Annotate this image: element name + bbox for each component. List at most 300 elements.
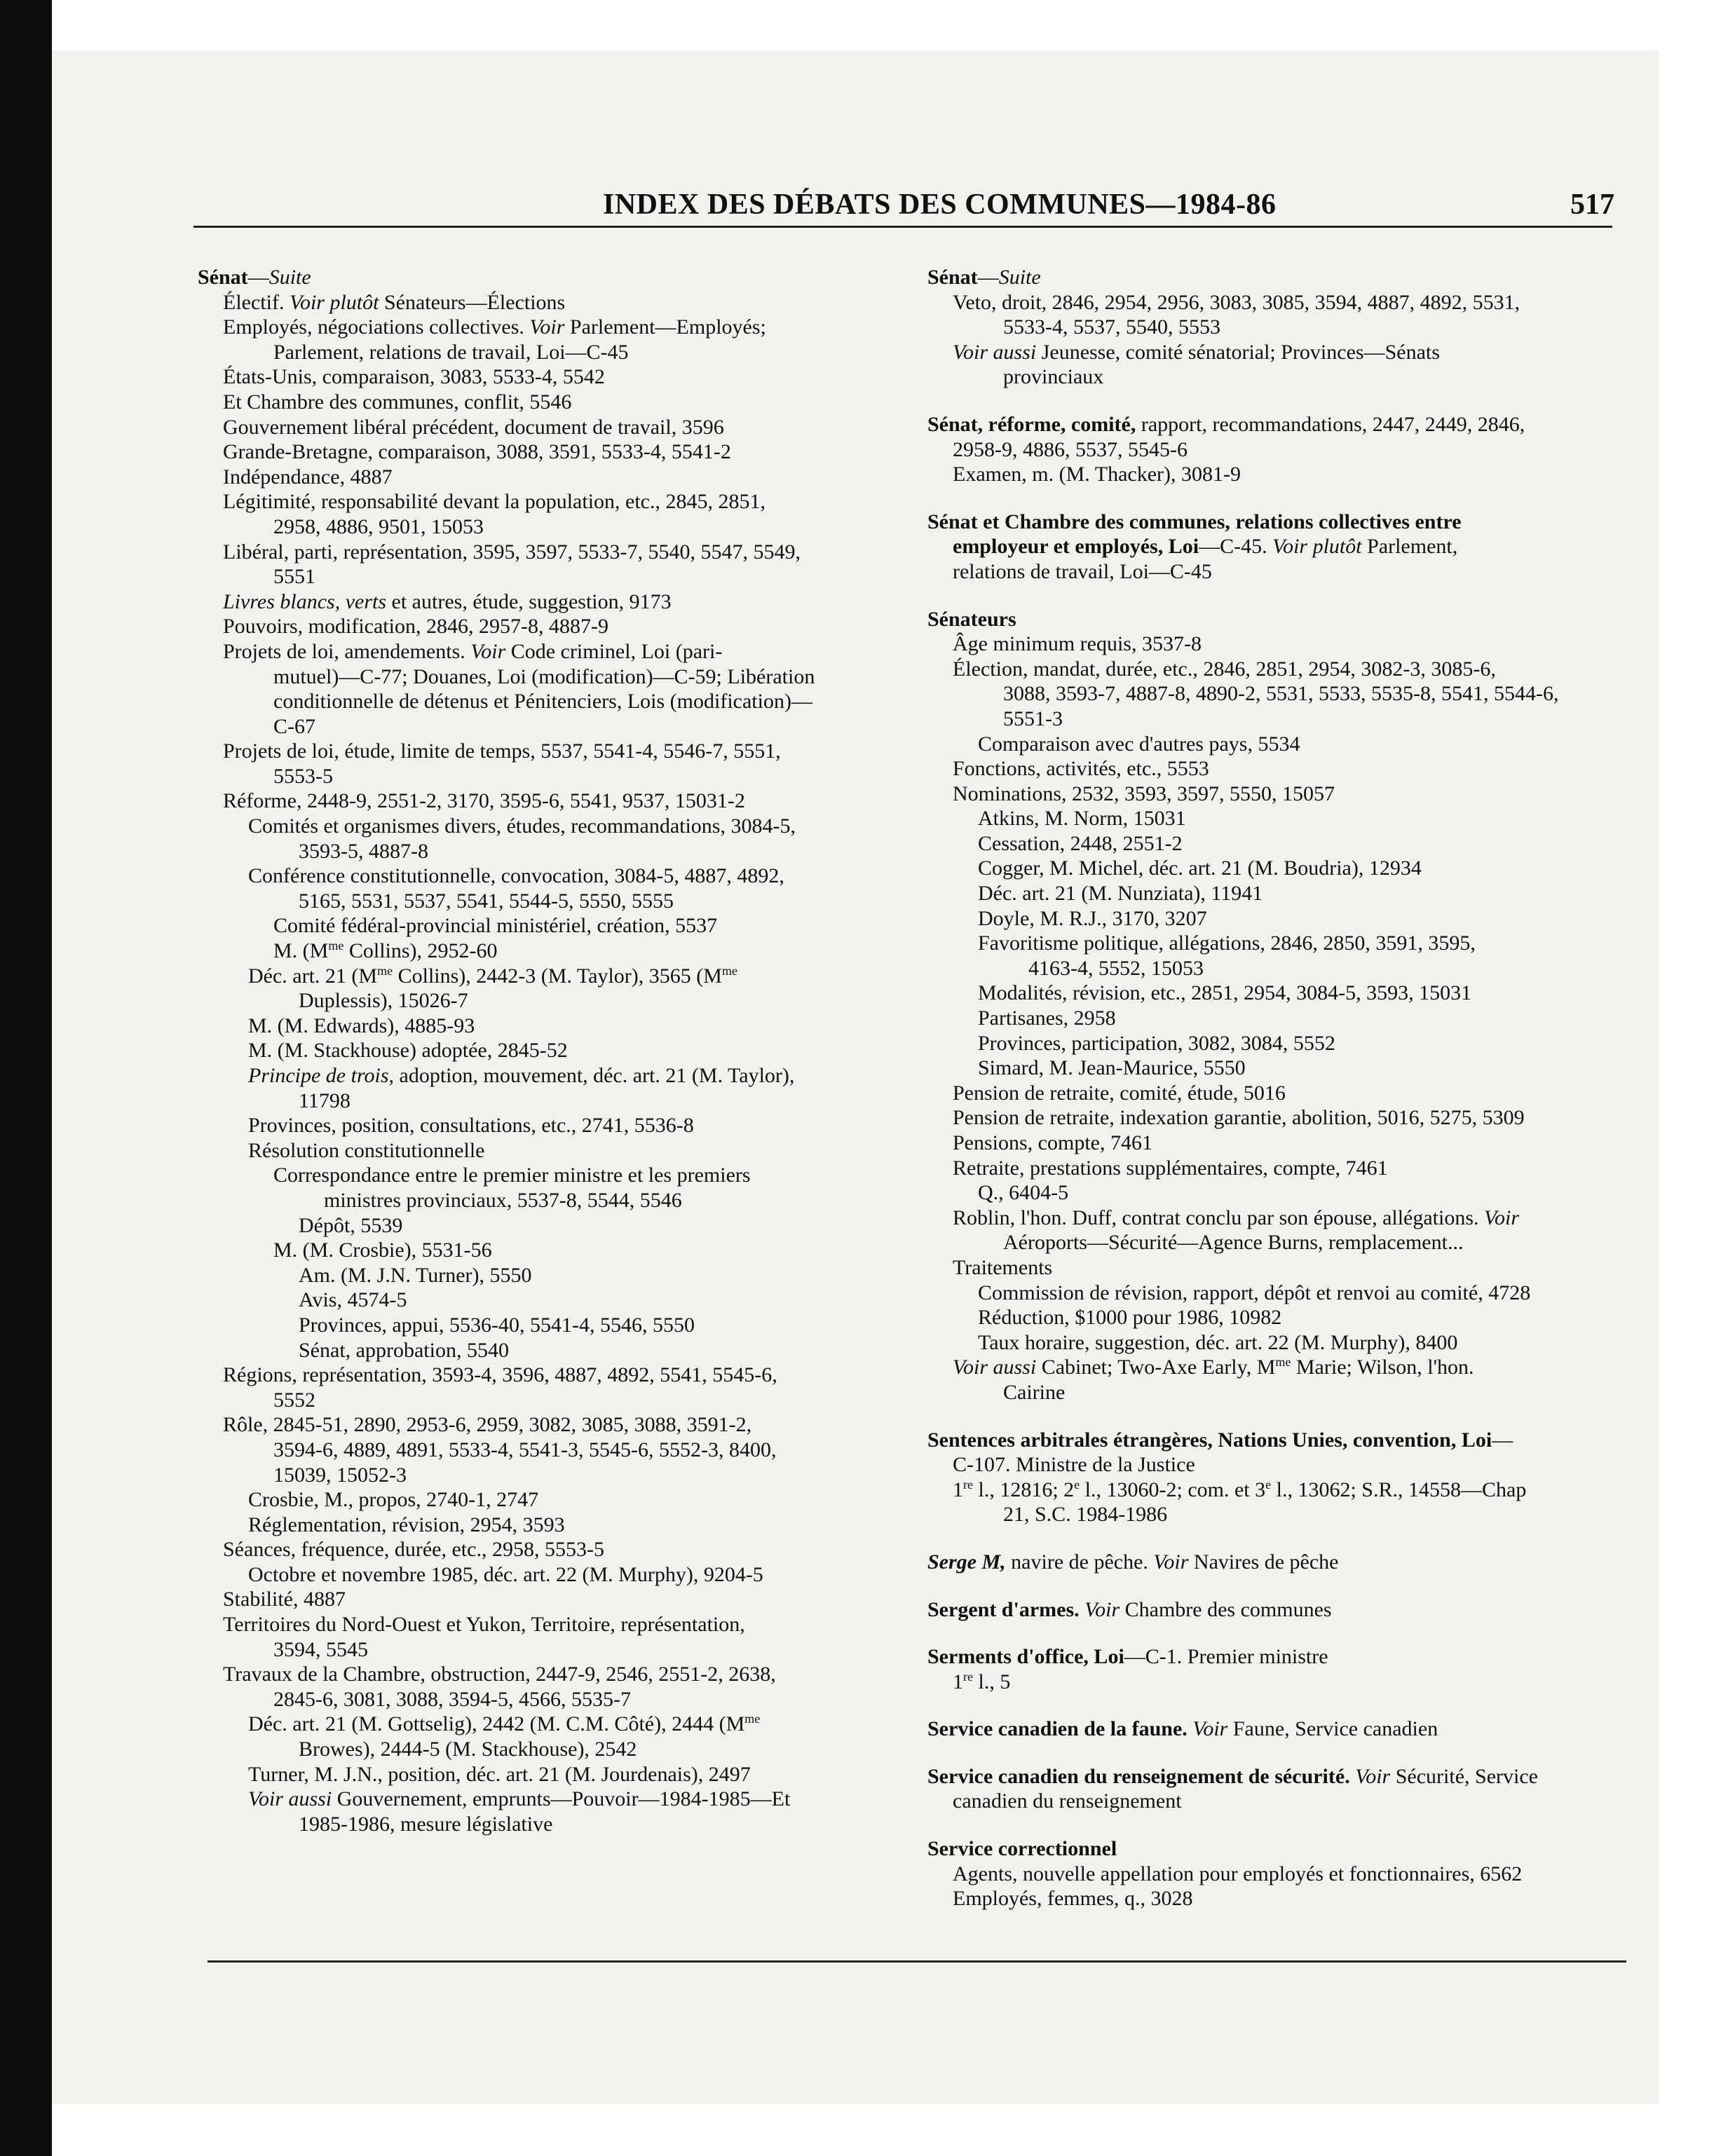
entry-text: Cogger, M. Michel, déc. art. 21 (M. Boudria), 12934 xyxy=(978,857,1422,880)
entry-text: Avis, 4574-5 xyxy=(299,1288,407,1312)
entry-text: et autres, étude, suggestion, 9173 xyxy=(386,589,672,613)
index-entry-line xyxy=(927,1862,1642,1887)
index-entry-line xyxy=(198,1288,899,1313)
index-entry-line xyxy=(198,1612,899,1637)
entry-text: États-Unis, comparaison, 3083, 5533-4, 5542 xyxy=(223,365,605,389)
index-entry-line xyxy=(927,534,1642,559)
index-entry-line xyxy=(927,1478,1642,1503)
entry-text: Suite xyxy=(998,266,1041,289)
entry-text: C-67 xyxy=(273,714,315,738)
index-entry-line xyxy=(927,1081,1642,1106)
index-column-left xyxy=(198,265,899,1836)
entry-text: Indépendance, 4887 xyxy=(223,465,393,489)
entry-text: Sécurité, Service xyxy=(1390,1764,1538,1788)
entry-text: Projets de loi, amendements. xyxy=(223,639,471,663)
index-entry-line xyxy=(198,939,899,964)
index-entry-line xyxy=(198,1712,899,1737)
entry-text: M. (M. Stackhouse) adoptée, 2845-52 xyxy=(248,1039,568,1063)
index-entry-line xyxy=(198,789,899,814)
entry-text: adoption, mouvement, déc. art. 21 (M. Taylor), xyxy=(394,1064,795,1087)
entry-spacer xyxy=(927,1575,1642,1597)
index-entry-line xyxy=(927,1206,1642,1231)
entry-text: Pension de retraite, comité, étude, 5016 xyxy=(953,1081,1286,1105)
index-entry-line xyxy=(198,1587,899,1612)
index-entry-line xyxy=(927,707,1642,732)
index-entry-line xyxy=(198,1513,899,1538)
index-entry-line xyxy=(927,437,1642,463)
entry-text: Octobre et novembre 1985, déc. art. 22 (M. Murphy), 9204-5 xyxy=(248,1562,763,1586)
entry-spacer xyxy=(927,585,1642,607)
entry-text: Browes), 2444-5 (M. Stackhouse), 2542 xyxy=(299,1738,637,1761)
index-entry-line xyxy=(198,1662,899,1687)
index-entry-line xyxy=(927,956,1642,981)
entry-text: Retraite, prestations supplémentaires, compte, 7461 xyxy=(953,1156,1388,1180)
index-entry-line xyxy=(927,1006,1642,1031)
index-entry-line xyxy=(198,1388,899,1413)
entry-text: Q., 6404-5 xyxy=(978,1181,1069,1205)
entry-text: Marie; Wilson, l'hon. xyxy=(1291,1356,1474,1379)
index-entry-line xyxy=(198,739,899,764)
entry-text: relations de travail, Loi—C-45 xyxy=(953,559,1212,583)
entry-spacer xyxy=(927,390,1642,412)
entry-text: Serge M, xyxy=(927,1550,1006,1574)
index-entry-line xyxy=(198,639,899,664)
entry-text xyxy=(1080,1598,1085,1621)
entry-text: Navires de pêche xyxy=(1188,1550,1339,1574)
index-entry-line xyxy=(198,589,899,615)
index-entry-line xyxy=(198,1213,899,1239)
entry-text: Simard, M. Jean-Maurice, 5550 xyxy=(978,1056,1246,1080)
entry-text: Crosbie, M., propos, 2740-1, 2747 xyxy=(248,1488,539,1512)
entry-text: Parlement, xyxy=(1361,535,1458,559)
index-entry-line xyxy=(198,1537,899,1562)
entry-text: —C-1. Premier ministre xyxy=(1124,1645,1328,1669)
entry-text: Libéral, parti, représentation, 3595, 3597, 5533-7, 5540, 5547, 5549, xyxy=(223,540,801,564)
index-entry-line xyxy=(198,964,899,989)
entry-text: — xyxy=(1492,1428,1513,1452)
entry-text: 3594-6, 4889, 4891, 5533-4, 5541-3, 5545-6, 5552-3, 8400, xyxy=(273,1438,777,1461)
entry-text: Am. (M. J.N. Turner), 5550 xyxy=(299,1263,532,1287)
footer-rule xyxy=(207,1960,1626,1963)
entry-text: Sénat xyxy=(198,266,248,289)
entry-text: l., 5 xyxy=(972,1670,1011,1693)
index-entry-line xyxy=(198,564,899,589)
entry-text: Territoires du Nord-Ouest et Yukon, Territoire, représentation, xyxy=(223,1613,745,1637)
entry-text: Serments d'office, Loi xyxy=(927,1645,1124,1669)
entry-text: Rôle, 2845-51, 2890, 2953-6, 2959, 3082, 3085, 3088, 3591-2, xyxy=(223,1413,752,1437)
entry-text: Turner, M. J.N., position, déc. art. 21 (M. Jourdenais), 2497 xyxy=(248,1762,751,1786)
entry-text: 4163-4, 5552, 15053 xyxy=(1028,956,1204,980)
entry-text: Agents, nouvelle appellation pour employés et fonctionnaires, 6562 xyxy=(953,1862,1523,1885)
entry-text: Âge minimum requis, 3537-8 xyxy=(953,632,1202,656)
index-entry-line xyxy=(198,340,899,365)
index-entry-line xyxy=(198,889,899,914)
entry-text: Nominations, 2532, 3593, 3597, 5550, 15057 xyxy=(953,782,1335,805)
header-rule xyxy=(193,226,1612,228)
entry-text: C-107. Ministre de la Justice xyxy=(953,1453,1195,1477)
entry-text: Voir xyxy=(1355,1764,1391,1788)
entry-text: Réduction, $1000 pour 1986, 10982 xyxy=(978,1306,1282,1330)
entry-text: Élection, mandat, durée, etc., 2846, 2851, 2954, 3082-3, 3085-6, xyxy=(953,657,1496,681)
index-entry-line xyxy=(198,1562,899,1588)
index-entry-line xyxy=(927,1056,1642,1081)
index-heading-line xyxy=(198,265,899,290)
index-entry-line xyxy=(927,1031,1642,1056)
entry-text: Conférence constitutionnelle, convocation, 3084-5, 4887, 4892, xyxy=(248,864,784,888)
index-entry-line xyxy=(927,462,1642,487)
entry-text: Voir plutôt xyxy=(289,290,379,314)
entry-text: Examen, m. (M. Thacker), 3081-9 xyxy=(953,463,1241,486)
entry-text: 5552 xyxy=(273,1388,315,1412)
entry-text: 3594, 5545 xyxy=(273,1637,368,1661)
entry-text: Sénat, approbation, 5540 xyxy=(299,1338,509,1362)
index-entry-line xyxy=(198,1737,899,1762)
entry-text: mutuel)—C-77; Douanes, Loi (modification)—C-59; Libération xyxy=(273,664,815,688)
entry-text: re xyxy=(963,1669,973,1684)
index-heading-line xyxy=(927,1836,1642,1862)
entry-text: l., 13062; S.R., 14558—Chap xyxy=(1271,1478,1527,1501)
scan-edge xyxy=(0,0,52,2156)
index-entry-line xyxy=(198,290,899,315)
entry-text: Parlement—Employés; xyxy=(564,315,766,339)
entry-text: 5533-4, 5537, 5540, 5553 xyxy=(1003,315,1220,339)
index-entry-line xyxy=(198,1038,899,1063)
entry-text: — xyxy=(247,266,269,289)
entry-spacer xyxy=(927,1742,1642,1764)
entry-text: me xyxy=(328,939,344,953)
index-heading-line xyxy=(927,412,1642,437)
entry-text: M. (M. Crosbie), 5531-56 xyxy=(273,1239,492,1262)
index-entry-line xyxy=(198,1014,899,1039)
index-entry-line xyxy=(927,981,1642,1006)
entry-text: Voir xyxy=(1484,1206,1520,1229)
index-heading-line xyxy=(927,1717,1642,1742)
entry-text: Commission de révision, rapport, dépôt et renvoi au comité, 4728 xyxy=(978,1281,1531,1304)
index-entry-line xyxy=(198,364,899,390)
entry-text: 1985-1986, mesure législative xyxy=(299,1812,553,1836)
entry-text: Sénateurs xyxy=(927,607,1016,631)
entry-text: Employés, femmes, q., 3028 xyxy=(953,1887,1193,1911)
entry-text: 2958-9, 4886, 5537, 5545-6 xyxy=(953,437,1188,461)
entry-text: Sénat xyxy=(927,266,978,289)
index-entry-line xyxy=(198,664,899,690)
entry-text: Atkins, M. Norm, 15031 xyxy=(978,807,1186,831)
entry-text: Jeunesse, comité sénatorial; Provinces—Sénats xyxy=(1036,340,1440,364)
index-entry-line xyxy=(198,1463,899,1488)
entry-text: Favoritisme politique, allégations, 2846, 2850, 3591, 3595, xyxy=(978,932,1476,955)
entry-text: Taux horaire, suggestion, déc. art. 22 (M. Murphy), 8400 xyxy=(978,1330,1458,1354)
entry-text: Grande-Bretagne, comparaison, 3088, 3591, 5533-4, 5541-2 xyxy=(223,440,731,464)
index-entry-line xyxy=(198,1812,899,1837)
entry-text: Chambre des communes xyxy=(1120,1597,1332,1621)
index-entry-line xyxy=(927,1255,1642,1281)
entry-text: Partisanes, 2958 xyxy=(978,1007,1116,1030)
entry-text: canadien du renseignement xyxy=(953,1789,1182,1813)
entry-text: 5551-3 xyxy=(1003,707,1063,730)
index-entry-line xyxy=(927,632,1642,657)
index-heading-line xyxy=(927,265,1642,290)
entry-text: re xyxy=(963,1477,973,1492)
index-entry-line xyxy=(198,439,899,465)
index-entry-line xyxy=(198,315,899,340)
index-entry-line xyxy=(927,1230,1642,1255)
entry-text: Réglementation, révision, 2954, 3593 xyxy=(248,1513,565,1536)
entry-text: M. (M. Edwards), 4885-93 xyxy=(248,1014,475,1037)
index-entry-line xyxy=(198,1637,899,1663)
entry-text: Faune, Service canadien xyxy=(1227,1717,1438,1741)
index-entry-line xyxy=(927,657,1642,682)
entry-text: Dépôt, 5539 xyxy=(299,1213,403,1237)
index-entry-line xyxy=(927,881,1642,906)
entry-text: Voir xyxy=(529,315,565,339)
entry-text: l., 12816; 2 xyxy=(972,1478,1075,1501)
entry-text: Pension de retraite, indexation garantie, abolition, 5016, 5275, 5309 xyxy=(953,1106,1525,1130)
index-entry-line xyxy=(198,1687,899,1712)
index-entry-line xyxy=(927,1305,1642,1330)
entry-text: conditionnelle de détenus et Pénitenciers, Lois (modification)— xyxy=(273,690,812,714)
entry-text: Traitements xyxy=(953,1255,1053,1279)
entry-text: Cessation, 2448, 2551-2 xyxy=(978,831,1183,855)
entry-text: Fonctions, activités, etc., 5553 xyxy=(953,757,1209,781)
index-entry-line xyxy=(198,1438,899,1463)
entry-text: Parlement, relations de travail, Loi—C-45 xyxy=(273,340,629,364)
entry-spacer xyxy=(927,1527,1642,1550)
index-entry-line xyxy=(198,540,899,565)
entry-text: —C-45. xyxy=(1199,535,1273,559)
entry-text: 5553-5 xyxy=(273,764,333,788)
entry-text: Service canadien du renseignement de sécurité. xyxy=(927,1764,1350,1788)
index-entry-line xyxy=(198,1762,899,1787)
entry-text: Voir plutôt xyxy=(1272,535,1362,559)
index-entry-line xyxy=(927,1281,1642,1306)
index-entry-line xyxy=(927,315,1642,340)
index-heading-line xyxy=(927,607,1642,632)
index-entry-line xyxy=(927,1355,1642,1380)
index-entry-line xyxy=(927,1156,1642,1181)
entry-text: Résolution constitutionnelle xyxy=(248,1138,485,1162)
index-entry-line xyxy=(198,988,899,1014)
entry-text: 1 xyxy=(953,1670,963,1693)
index-entry-line xyxy=(198,913,899,939)
index-entry-line xyxy=(198,689,899,714)
index-entry-line xyxy=(927,756,1642,782)
entry-text: Sergent d'armes. xyxy=(927,1597,1080,1621)
entry-text: Voir aussi xyxy=(248,1787,332,1811)
entry-text: Réforme, 2448-9, 2551-2, 3170, 3595-6, 5541, 9537, 15031-2 xyxy=(223,789,745,813)
entry-text: Et Chambre des communes, conflit, 5546 xyxy=(223,390,572,414)
entry-text: Électif. xyxy=(223,290,290,314)
entry-text: 11798 xyxy=(299,1089,351,1112)
index-entry-line xyxy=(927,1105,1642,1131)
entry-text: Voir aussi xyxy=(953,340,1037,364)
index-entry-line xyxy=(927,1380,1642,1405)
entry-spacer xyxy=(927,1694,1642,1717)
index-entry-line xyxy=(198,714,899,739)
index-entry-line xyxy=(927,290,1642,315)
entry-text: Roblin, l'hon. Duff, contrat conclu par son épouse, allégations. xyxy=(953,1206,1485,1229)
index-entry-line xyxy=(927,559,1642,585)
index-entry-line xyxy=(927,906,1642,932)
entry-text: Déc. art. 21 (M. Gottselig), 2442 (M. C.M. Côté), 2444 (M xyxy=(248,1712,745,1736)
entry-text: 5551 xyxy=(273,565,315,589)
entry-text: Collins), 2952-60 xyxy=(343,939,498,963)
entry-text: Service correctionnel xyxy=(927,1837,1117,1861)
running-header: INDEX DES DÉBATS DES COMMUNES—1984-86 xyxy=(603,189,1277,221)
entry-text: 2958, 4886, 9501, 15053 xyxy=(273,514,484,538)
entry-text: ministres provinciaux, 5537-8, 5544, 5546 xyxy=(324,1188,682,1212)
index-entry-line xyxy=(927,1452,1642,1478)
entry-text: Pouvoirs, modification, 2846, 2957-8, 4887-9 xyxy=(223,615,608,639)
entry-text: Comités et organismes divers, études, recommandations, 3084-5, xyxy=(248,814,796,838)
index-entry-line xyxy=(198,1138,899,1164)
entry-text: Modalités, révision, etc., 2851, 2954, 3084-5, 3593, 15031 xyxy=(978,981,1472,1005)
entry-text: e xyxy=(1265,1477,1272,1492)
entry-text: Cabinet; Two-Axe Early, M xyxy=(1036,1356,1276,1379)
index-entry-line xyxy=(927,1330,1642,1356)
index-heading-line xyxy=(927,510,1642,535)
entry-spacer xyxy=(927,1622,1642,1644)
index-entry-line xyxy=(198,1063,899,1089)
index-entry-line xyxy=(927,1180,1642,1206)
index-entry-line xyxy=(198,1238,899,1263)
index-entry-line xyxy=(198,390,899,415)
entry-text: Provinces, participation, 3082, 3084, 5552 xyxy=(978,1031,1335,1055)
entry-text: Travaux de la Chambre, obstruction, 2447-9, 2546, 2551-2, 2638, xyxy=(223,1663,776,1686)
entry-text: Comparaison avec d'autres pays, 5534 xyxy=(978,732,1300,756)
index-entry-line xyxy=(927,681,1642,707)
entry-text: Service canadien de la faune. xyxy=(927,1717,1188,1741)
entry-text: Code criminel, Loi (pari- xyxy=(505,639,723,663)
index-entry-line xyxy=(198,1787,899,1812)
entry-text: Voir xyxy=(1192,1717,1228,1741)
entry-text: Cairine xyxy=(1003,1380,1066,1404)
index-entry-line xyxy=(927,340,1642,365)
entry-text: 21, S.C. 1984-1986 xyxy=(1003,1503,1168,1527)
entry-text: Pensions, compte, 7461 xyxy=(953,1131,1152,1154)
index-entry-line xyxy=(198,1313,899,1338)
index-entry-line xyxy=(927,364,1642,390)
entry-text: Déc. art. 21 (M xyxy=(248,964,378,988)
index-entry-line xyxy=(198,864,899,889)
entry-text: Gouvernement, emprunts—Pouvoir—1984-1985—Et xyxy=(332,1787,791,1811)
index-column-right xyxy=(927,265,1642,1911)
entry-text: me xyxy=(377,963,393,978)
entry-text: Sénat, réforme, comité, xyxy=(927,412,1136,436)
entry-text: Suite xyxy=(268,266,311,289)
index-heading-line xyxy=(927,1597,1642,1623)
entry-text: 2845-6, 3081, 3088, 3594-5, 4566, 5535-7 xyxy=(273,1687,631,1711)
entry-text: Régions, représentation, 3593-4, 3596, 4887, 4892, 5541, 5545-6, xyxy=(223,1363,777,1387)
entry-text: Sénat et Chambre des communes, relations collectives entre xyxy=(927,510,1462,533)
entry-text: Provinces, appui, 5536-40, 5541-4, 5546, 5550 xyxy=(299,1313,695,1337)
index-entry-line xyxy=(927,831,1642,857)
index-heading-line xyxy=(927,1428,1642,1453)
entry-text: navire de pêche. xyxy=(1005,1550,1154,1574)
entry-text: Collins), 2442-3 (M. Taylor), 3565 (M xyxy=(393,964,722,988)
entry-text: provinciaux xyxy=(1003,365,1104,389)
entry-text: Gouvernement libéral précédent, document de travail, 3596 xyxy=(223,415,724,439)
page-number: 517 xyxy=(1570,189,1614,221)
index-entry-line xyxy=(927,1131,1642,1156)
entry-spacer xyxy=(927,487,1642,510)
entry-text: 15039, 15052-3 xyxy=(273,1463,407,1487)
index-entry-line xyxy=(927,1670,1642,1695)
entry-text: l., 13060-2; com. et 3 xyxy=(1080,1478,1266,1501)
entry-text: Comité fédéral-provincial ministériel, création, 5537 xyxy=(273,914,718,938)
index-entry-line xyxy=(198,415,899,440)
index-entry-line xyxy=(198,1338,899,1363)
entry-text: Voir xyxy=(1084,1597,1120,1621)
index-heading-line xyxy=(927,1764,1642,1789)
entry-text: Séances, fréquence, durée, etc., 2958, 5553-5 xyxy=(223,1538,604,1562)
entry-text: M. (M xyxy=(273,939,329,963)
index-entry-line xyxy=(198,489,899,514)
index-heading-line xyxy=(927,1644,1642,1670)
index-entry-line xyxy=(927,1789,1642,1814)
index-entry-line xyxy=(927,1886,1642,1911)
index-entry-line xyxy=(927,856,1642,881)
entry-text: Duplessis), 15026-7 xyxy=(299,989,468,1013)
entry-text: 3088, 3593-7, 4887-8, 4890-2, 5531, 5533, 5535-8, 5541, 5544-6, xyxy=(1003,682,1559,706)
entry-text: Déc. art. 21 (M. Nunziata), 11941 xyxy=(978,882,1263,906)
entry-text: Légitimité, responsabilité devant la population, etc., 2845, 2851, xyxy=(223,490,766,514)
entry-text: me xyxy=(721,963,737,978)
entry-text: me xyxy=(744,1712,761,1726)
entry-text: Voir xyxy=(470,639,506,663)
index-entry-line xyxy=(198,614,899,639)
index-entry-line xyxy=(198,1163,899,1188)
entry-text: 1 xyxy=(953,1478,963,1501)
entry-text: Veto, droit, 2846, 2954, 2956, 3083, 3085, 3594, 4887, 4892, 5531, xyxy=(953,290,1520,314)
entry-text: e xyxy=(1074,1477,1080,1492)
index-entry-line xyxy=(198,764,899,789)
entry-text: 3593-5, 4887-8 xyxy=(299,839,428,863)
index-entry-line xyxy=(198,1363,899,1388)
index-entry-line xyxy=(198,514,899,540)
entry-spacer xyxy=(927,1814,1642,1836)
index-entry-line xyxy=(198,814,899,839)
entry-text: Stabilité, 4887 xyxy=(223,1588,346,1611)
entry-spacer xyxy=(927,1405,1642,1428)
index-entry-line xyxy=(198,839,899,864)
entry-text: Livres blancs, verts xyxy=(223,589,387,613)
entry-text: employeur et employés, Loi xyxy=(953,535,1199,559)
entry-text: Employés, négociations collectives. xyxy=(223,315,530,339)
entry-text: — xyxy=(977,266,999,289)
entry-text: Principe de trois, xyxy=(248,1064,395,1087)
entry-text: Voir xyxy=(1153,1550,1189,1574)
index-entry-line xyxy=(198,465,899,490)
entry-text: Aéroports—Sécurité—Agence Burns, remplacement... xyxy=(1003,1231,1464,1255)
entry-text: Sentences arbitrales étrangères, Nations Unies, convention, Loi xyxy=(927,1428,1492,1452)
index-entry-line xyxy=(198,1113,899,1138)
index-entry-line xyxy=(927,732,1642,757)
entry-text: 5165, 5531, 5537, 5541, 5544-5, 5550, 5555 xyxy=(299,889,674,913)
index-heading-line xyxy=(927,1550,1642,1575)
index-entry-line xyxy=(927,806,1642,831)
entry-text: Sénateurs—Élections xyxy=(379,290,566,314)
index-entry-line xyxy=(198,1487,899,1513)
entry-text: Doyle, M. R.J., 3170, 3207 xyxy=(978,906,1207,930)
index-entry-line xyxy=(198,1412,899,1438)
entry-text: Voir aussi xyxy=(953,1356,1037,1379)
entry-text: rapport, recommandations, 2447, 2449, 2846, xyxy=(1136,412,1525,436)
index-entry-line xyxy=(927,782,1642,807)
index-entry-line xyxy=(198,1263,899,1288)
index-entry-line xyxy=(927,931,1642,956)
index-entry-line xyxy=(198,1188,899,1213)
index-entry-line xyxy=(927,1502,1642,1527)
